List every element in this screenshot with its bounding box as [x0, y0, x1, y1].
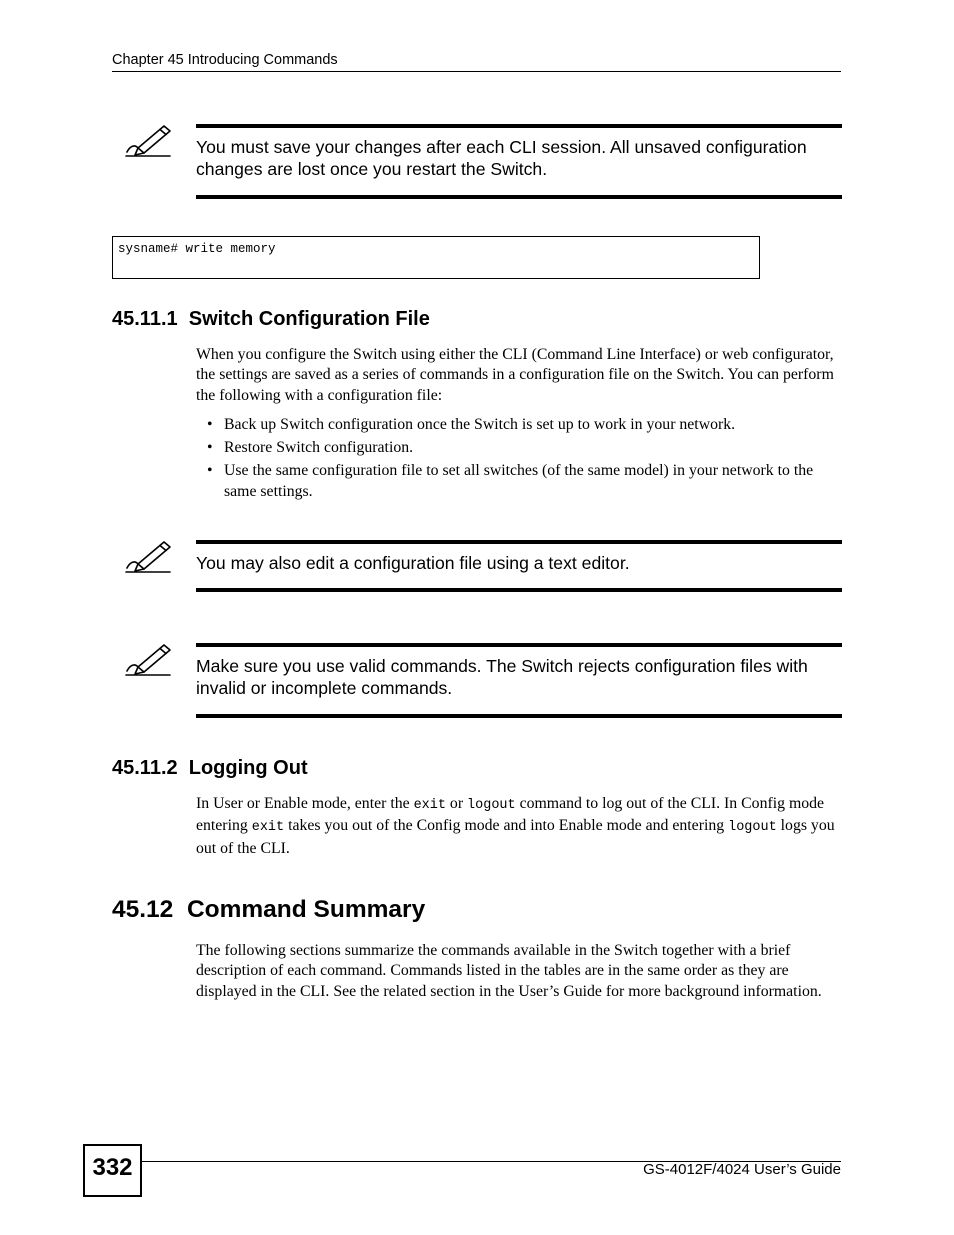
page-number-box [83, 1144, 142, 1197]
bullet-list [196, 414, 841, 504]
section-heading-45-12 [112, 896, 425, 924]
inline-command-exit: exit [413, 798, 446, 813]
running-header: Chapter 45 Introducing Commands [112, 52, 338, 68]
note-bottom-rule [196, 588, 842, 592]
guide-title: GS-4012F/4024 User’s Guide [643, 1161, 841, 1178]
note-bottom-rule [196, 714, 842, 718]
pencil-note-icon [124, 122, 174, 158]
list-item [196, 437, 841, 458]
pencil-note-icon [124, 641, 174, 677]
note-top-rule [196, 643, 842, 647]
pencil-note-icon [124, 538, 174, 574]
section-number: 45.11.2 [112, 757, 178, 779]
section-heading-45-11-1 [112, 308, 430, 331]
bullet-marker: • [207, 416, 213, 433]
list-item-text: Restore Switch configuration. [224, 439, 414, 456]
code-example-box [112, 236, 760, 279]
inline-command-logout: logout [728, 820, 777, 836]
list-item [196, 414, 841, 435]
bullet-marker: • [207, 462, 213, 479]
paragraph-text: command to log out of the CLI. In Config mode entering [196, 795, 825, 835]
note-text: Make sure you use valid commands. The Switch rejects configuration files with invalid or incomplete commands. [196, 656, 808, 698]
section-heading-45-11-2 [112, 757, 308, 780]
section-number: 45.11.1 [112, 308, 178, 330]
paragraph-text: or [445, 795, 468, 812]
list-item-text: Back up Switch configuration once the Switch is set up to work in your network. [224, 416, 736, 433]
paragraph-text: takes you out of the Config mode and into Enable mode and entering [284, 817, 729, 835]
note-top-rule [196, 124, 842, 128]
section-title: Command Summary [186, 896, 426, 923]
section-title: Switch Configuration File [188, 308, 430, 330]
inline-command-exit: exit [251, 820, 285, 836]
section-number: 45.12 [112, 896, 174, 923]
header-rule [112, 71, 841, 72]
section-intro-paragraph: When you configure the Switch using either the CLI (Command Line Interface) or web configurator, the settings are saved as a series of commands in a configuration file on the Switch. You can perform the following with a configuration file: [196, 346, 834, 404]
list-item-text: Use the same configuration file to set all switches (of the same model) in your network to the same settings. [224, 462, 814, 500]
bullet-marker: • [207, 439, 213, 456]
paragraph-text: In User or Enable mode, enter the [196, 795, 414, 812]
code-example: sysname# write memory [118, 242, 276, 256]
note-text: You may also edit a configuration file using a text editor. [196, 553, 630, 573]
paragraph-text: logs you out of the CLI. [196, 817, 835, 857]
section-title: Logging Out [188, 757, 308, 779]
list-item [196, 460, 841, 502]
command-summary-paragraph: The following sections summarize the commands available in the Switch together with a brief description of each command. Commands listed in the tables are in the same order as they are displayed in the CLI. See the related section in the User’s Guide for more background information. [196, 942, 822, 1000]
note-bottom-rule [196, 195, 842, 199]
note-top-rule [196, 540, 842, 544]
page-number: 332 [92, 1154, 133, 1181]
logging-out-paragraph [196, 794, 841, 859]
inline-command-logout: logout [467, 798, 516, 813]
note-text: You must save your changes after each CLI session. All unsaved configuration changes are lost once you restart the Switch. [196, 137, 807, 179]
